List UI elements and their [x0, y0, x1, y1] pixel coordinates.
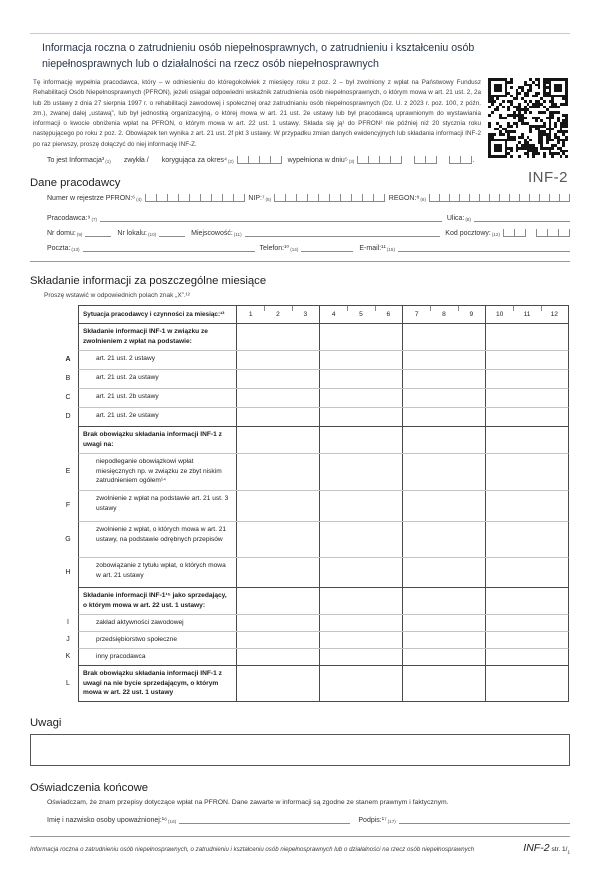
info-type-label: To jest Informacja³(1)	[47, 157, 111, 165]
month-cells[interactable]	[236, 522, 319, 557]
month-cells[interactable]	[319, 615, 402, 631]
months-hint: Proszę wstawić w odpowiednich polach znak „X”.¹²	[44, 292, 190, 300]
table-row-i: I zakład aktywności zawodowej	[58, 614, 566, 631]
month-cells[interactable]	[402, 588, 485, 614]
date-year-field[interactable]	[357, 156, 402, 164]
month-cells[interactable]	[485, 615, 568, 631]
month-cells[interactable]	[319, 454, 402, 490]
month-cells[interactable]	[402, 324, 485, 350]
form-code-label: INF-2	[528, 169, 568, 186]
month-cells[interactable]	[236, 615, 319, 631]
unit-number-field[interactable]	[159, 228, 185, 237]
declaration-text: Oświadczam, że znam przepisy dotyczące wpłat na PFRON. Dane zawarte w informacji są zgodne ze stanem prawnym i faktycznym.	[47, 799, 449, 807]
uwagi-box[interactable]	[30, 734, 570, 766]
month-header-group-3: 7 8 9	[402, 306, 485, 323]
month-cells[interactable]	[402, 666, 485, 701]
house-number-field[interactable]	[85, 228, 111, 237]
month-cells[interactable]	[485, 408, 568, 426]
month-cells[interactable]	[485, 632, 568, 648]
table-row-b: B art. 21 ust. 2a ustawy	[58, 369, 566, 388]
month-cells[interactable]	[236, 408, 319, 426]
footer-form-code: INF-2	[523, 842, 550, 855]
nip-field[interactable]	[274, 194, 385, 202]
month-cells[interactable]	[402, 632, 485, 648]
registry-numbers-line	[47, 194, 570, 202]
employer-section-rule	[30, 261, 570, 262]
month-cells[interactable]	[319, 522, 402, 557]
city-field[interactable]	[245, 228, 441, 237]
qr-code	[488, 78, 568, 158]
month-cells[interactable]	[236, 351, 319, 369]
footer	[30, 842, 570, 854]
authorized-person-label: Imię i nazwisko osoby upoważnionej:¹⁶(16)	[47, 817, 177, 825]
month-header-group-1: 1 2 3	[236, 306, 319, 323]
month-cells[interactable]	[402, 370, 485, 388]
nip-label: NIP:⁷(5)	[248, 195, 272, 203]
month-cells[interactable]	[319, 666, 402, 701]
month-cells[interactable]	[319, 427, 402, 453]
table-row-l: L Brak obowiązku składania informacji INF-1 z uwagi na nie bycie sprzedającym, o którym mowa w art. 22 ust. 1 ustawy	[58, 665, 566, 702]
month-cells[interactable]	[319, 649, 402, 665]
month-cells[interactable]	[402, 351, 485, 369]
post-office-field[interactable]	[83, 243, 255, 252]
month-cells[interactable]	[402, 615, 485, 631]
section-title-uwagi: Uwagi	[30, 717, 62, 730]
table-row-h: H zobowiązanie z tytułu wpłat, o których mowa w art. 21 ustawy	[58, 557, 566, 587]
form-page	[0, 33, 600, 882]
month-cells[interactable]	[485, 666, 568, 701]
footer-rule	[30, 836, 570, 837]
month-cells[interactable]	[236, 389, 319, 407]
employer-name-line	[47, 213, 570, 222]
month-cells[interactable]	[319, 558, 402, 587]
signature-field[interactable]	[399, 815, 570, 824]
postal-code-field-2[interactable]	[536, 229, 570, 237]
table-row-d: D art. 21 ust. 2e ustawy	[58, 407, 566, 426]
month-cells[interactable]	[485, 649, 568, 665]
table-header-label: Sytuacja pracodawcy i czynności za miesiąc:¹³	[83, 310, 225, 318]
month-cells[interactable]	[236, 558, 319, 587]
month-cells[interactable]	[319, 408, 402, 426]
section-title-declaration: Oświadczenia końcowe	[30, 782, 149, 795]
months-table	[58, 305, 566, 702]
month-cells[interactable]	[485, 454, 568, 490]
table-row-g: G zwolnienie z wpłat, o których mowa w art. 21 ustawy, na podstawie odrębnych przepisów	[58, 521, 566, 557]
month-cells[interactable]	[236, 666, 319, 701]
postal-code-label: Kod pocztowy:(12)	[445, 230, 500, 238]
email-field[interactable]	[398, 243, 570, 252]
street-label: Ulica:(8)	[446, 215, 471, 223]
section-title-employer: Dane pracodawcy	[30, 177, 121, 190]
month-cells[interactable]	[402, 522, 485, 557]
month-header-group-2: 4 5 6	[319, 306, 402, 323]
footer-page-number: str. $1/_1$	[551, 846, 570, 855]
signature-label: Podpis:¹⁷(17)	[358, 817, 396, 825]
month-cells[interactable]	[236, 632, 319, 648]
period-char: .	[472, 157, 475, 165]
phone-field[interactable]	[301, 243, 353, 252]
month-cells[interactable]	[485, 522, 568, 557]
month-cells[interactable]	[319, 370, 402, 388]
table-row-k: K inny pracodawca	[58, 648, 566, 665]
month-cells[interactable]	[402, 389, 485, 407]
top-rule	[30, 33, 570, 34]
authorized-person-field[interactable]	[179, 815, 350, 824]
month-cells[interactable]	[319, 351, 402, 369]
month-cells[interactable]	[485, 427, 568, 453]
month-cells[interactable]	[485, 324, 568, 350]
month-header-group-4: 10 11 12	[485, 306, 568, 323]
date-day-field[interactable]	[449, 156, 475, 165]
city-label: Miejscowość:(11)	[191, 230, 242, 238]
street-field[interactable]	[474, 213, 570, 222]
contact-line	[47, 243, 570, 252]
table-row-f: F zwolnienie z wpłat na podstawie art. 21 ust. 3 ustawy	[58, 490, 566, 521]
month-cells[interactable]	[236, 588, 319, 614]
email-label: E-mail:¹¹(15)	[359, 245, 395, 253]
table-row-group2: Brak obowiązku składania informacji INF-1 z uwagi na:	[58, 426, 566, 453]
employer-name-label: Pracodawca:⁹(7)	[47, 215, 98, 223]
table-row-group3: Składanie informacji INF-1¹⁵ jako sprzedający, o którym mowa w art. 22 ust. 1 ustawy:	[58, 587, 566, 614]
option-korygujaca[interactable]: korygująca za okres⁴(2)	[161, 157, 234, 165]
okres-year-field[interactable]	[237, 156, 282, 164]
month-cells[interactable]	[485, 588, 568, 614]
phone-label: Telefon:¹⁰(14)	[259, 245, 299, 253]
table-row-a: A art. 21 ust. 2 ustawy	[58, 350, 566, 369]
month-cells[interactable]	[485, 491, 568, 521]
page-title: Informacja roczna o zatrudnieniu osób niepełnosprawnych, o zatrudnieniu i kształceniu osób niepełnosprawnych lub o działalności na rzecz osób niepełnosprawnych	[42, 42, 475, 70]
unit-number-label: Nr lokalu:(10)	[117, 230, 157, 238]
month-cells[interactable]	[236, 454, 319, 490]
month-cells[interactable]	[319, 389, 402, 407]
month-cells[interactable]	[485, 389, 568, 407]
pfron-number-label: Numer w rejestrze PFRON:⁶(4)	[47, 195, 142, 203]
month-cells[interactable]	[319, 324, 402, 350]
table-row-c: C art. 21 ust. 2b ustawy	[58, 388, 566, 407]
regon-label: REGON:⁸(6)	[388, 195, 426, 203]
month-cells[interactable]	[319, 491, 402, 521]
date-month-field[interactable]	[414, 156, 437, 164]
postal-code-field-1[interactable]	[503, 229, 526, 237]
month-cells[interactable]	[236, 370, 319, 388]
post-office-label: Poczta:(13)	[47, 245, 80, 253]
address-line	[47, 228, 570, 237]
employer-name-field[interactable]	[100, 213, 442, 222]
month-cells[interactable]	[236, 649, 319, 665]
month-cells[interactable]	[236, 491, 319, 521]
month-cells[interactable]	[236, 427, 319, 453]
regon-field[interactable]	[429, 194, 570, 202]
month-cells[interactable]	[319, 588, 402, 614]
month-cells[interactable]	[402, 491, 485, 521]
month-cells[interactable]	[485, 351, 568, 369]
month-cells[interactable]	[402, 649, 485, 665]
section-title-months: Składanie informacji za poszczególne miesiące	[30, 275, 267, 288]
month-cells[interactable]	[402, 454, 485, 490]
footer-form-title: Informacja roczna o zatrudnieniu osób niepełnosprawnych, o zatrudnieniu i kształceniu osób niepełnosprawnych lub o działalności na rzecz osób niepełnosprawnych	[30, 846, 475, 854]
signature-line	[47, 815, 570, 824]
month-cells[interactable]	[485, 370, 568, 388]
table-row-group1: Składanie informacji INF-1 w związku ze zwolnieniem z wpłat na podstawie:	[58, 323, 566, 350]
month-cells[interactable]	[236, 324, 319, 350]
filled-date-label: wypełniona w dniu⁵(3)	[287, 157, 355, 165]
month-cells[interactable]	[319, 632, 402, 648]
option-zwykla[interactable]: zwykła /	[123, 157, 149, 165]
table-header-row	[58, 305, 566, 323]
month-cells[interactable]	[402, 558, 485, 587]
house-number-label: Nr domu:(9)	[47, 230, 83, 238]
table-row-j: J przedsiębiorstwo społeczne	[58, 631, 566, 648]
month-cells[interactable]	[402, 408, 485, 426]
month-cells[interactable]	[402, 427, 485, 453]
pfron-number-field[interactable]	[145, 194, 245, 202]
table-row-e: E niepodleganie obowiązkowi wpłat miesięcznych np. w związku ze zbyt niskim zatrudnieniem ogółem¹⁴	[58, 453, 566, 490]
intro-paragraph: Tę informację wypełnia pracodawca, który – w odniesieniu do któregokolwiek z miesięcy roku z poz. 2 – był zwolniony z wpłat na Państwowy Fundusz Rehabilitacji Osób Niepełnosprawnych (PFRON), jeżeli osiągał odpowiedni wskaźnik zatrudnienia osób niepełnosprawnych, o którym mowa w art. 21 ust. 2, 2a lub 2b ustawy z dnia 27 sierpnia 1997 r. o rehabilitacji zawodowej i społecznej oraz zatrudnianiu osób niepełnosprawnych (Dz. U. z 2023 r. poz. 100, z późn. zm.), zwanej dalej „ustawą”, lub był jednostką organizacyjną, o której mowa w art. 21 ust. 2e ustawy lub był pracodawcą uprawnionym do wystawiania informacji o kwocie obniżenia wpłat na PFRON, o którym mowa w art. 22 ust. 1 ustawy. Składa się ją¹ do PFRON² nie później niż 20 stycznia roku następującego po roku z poz. 2. Obowiązek ten wynika z art. 21 ust. 2f pkt 3 ustawy. W przypadku zmian danych ewidencyjnych lub składania informacji INF-2 po raz pierwszy, proszę dołączyć do niej informację INF-Z.	[33, 79, 481, 148]
month-cells[interactable]	[485, 558, 568, 587]
